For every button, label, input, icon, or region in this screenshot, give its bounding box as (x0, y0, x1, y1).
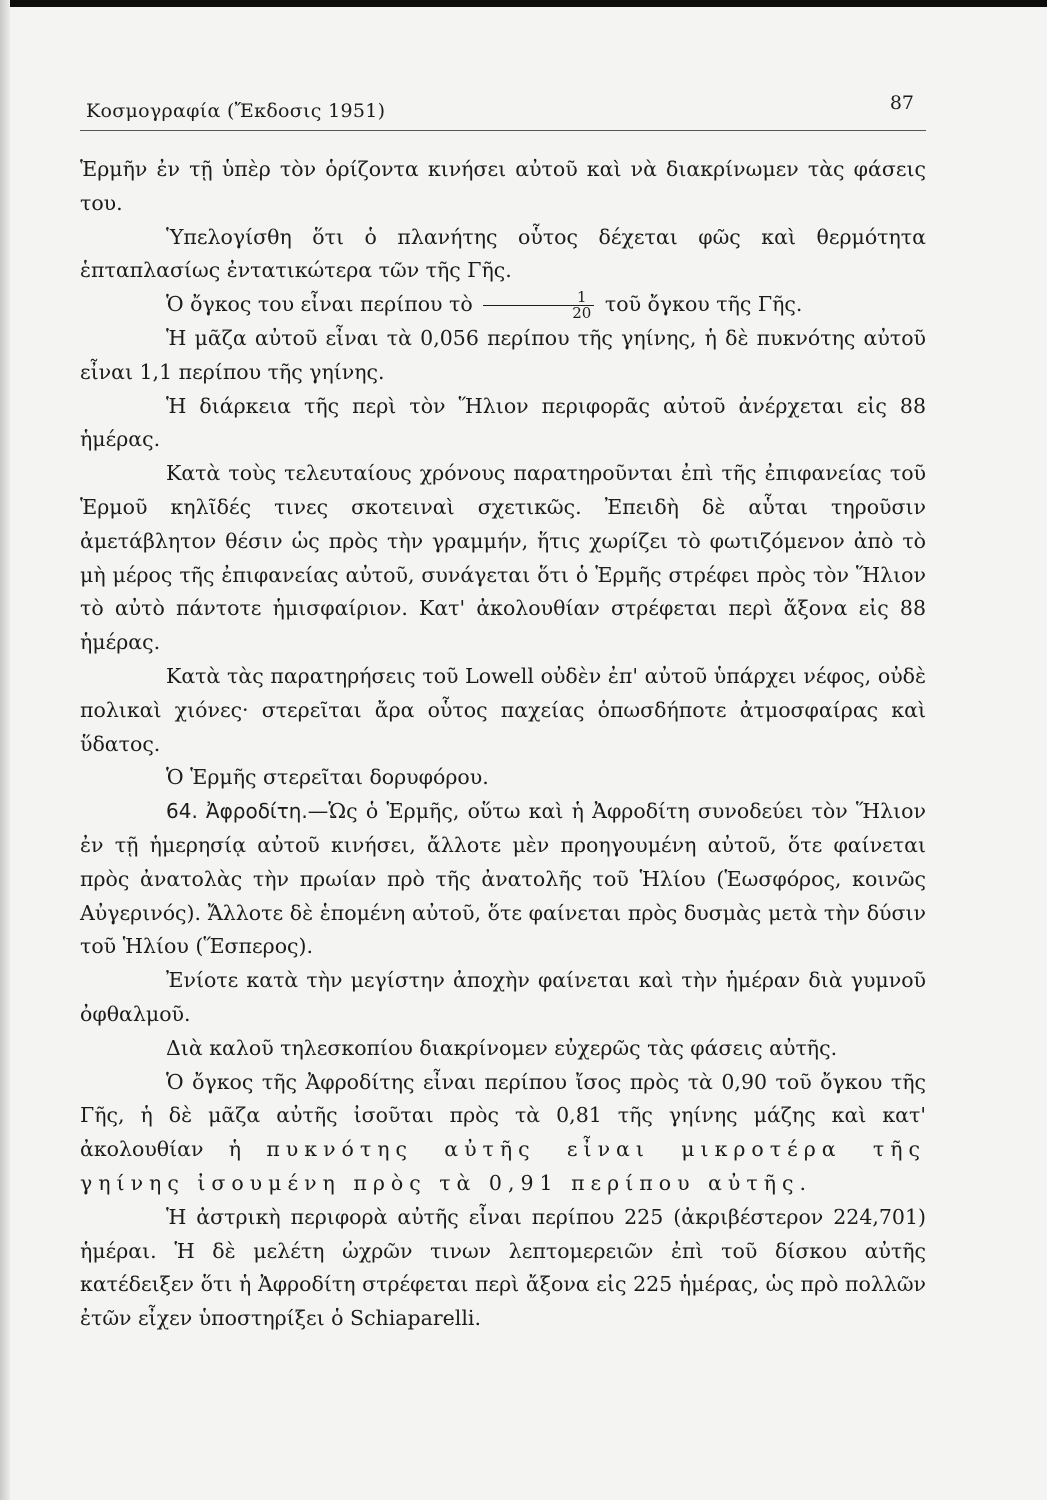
venus-text: —Ὡς ὁ Ἑρμῆς, οὕτω καὶ ἡ Ἀφροδίτη συνοδεύει τὸν Ἥλιον ἐν τῇ ἡμερησίᾳ αὐτοῦ κινήσει, ἄλλοτε μὲν προηγουμένη αὐτοῦ, ὅτε φαίνεται πρὸς ἀνατολὰς τὴν πρωίαν πρὸ τῆς ἀνατολῆς τοῦ Ἡλίου (Ἑωσφόρος, κοινῶς Αὐγερινός). Ἄλλοτε δὲ ἑπομένη αὐτοῦ, ὅτε φαίνεται πρὸς δυσμὰς μετὰ τὴν δύσιν τοῦ Ἡλίου (Ἕσπερος). (80, 799, 926, 959)
paragraph-heat: Ὑπελογίσθη ὅτι ὁ πλανήτης οὗτος δέχεται φῶς καὶ θερμότητα ἑπταπλασίως ἐντατικώτερα τῶν τῆς Γῆς. (80, 224, 926, 283)
paragraph-volume (80, 288, 926, 322)
book-page (80, 90, 926, 1336)
page-header (80, 90, 926, 131)
running-head: Κοσμογραφία (Ἔκδοσις 1951) (86, 100, 386, 122)
fraction-one-twentieth (483, 290, 594, 321)
page-number: 87 (889, 92, 914, 114)
volume-text-before: Ὁ ὄγκος του εἶναι περίπου τὸ (166, 292, 473, 317)
paragraph-rotation: Ἡ ἀστρικὴ περιφορὰ αὐτῆς εἶναι περίπου 225 (ἀκριβέστερον 224,701) ἡμέραι. Ἡ δὲ μελέτη ὠχρῶν τινων λεπτομερειῶν ἐπὶ τοῦ δίσκου αὐτῆς κατέδειξεν ὅτι ἡ Ἀφροδίτη στρέφεται περὶ ἄξονα εἰς 225 ἡμέρας, ὡς πρὸ πολλῶν ἐτῶν εἶχεν ὑποστηρίξει ὁ Schiaparelli. (80, 1204, 926, 1331)
paragraph-continuation: Ἑρμῆν ἐν τῇ ὑπὲρ τὸν ὁρίζοντα κινήσει αὐτοῦ καὶ νὰ διακρίνωμεν τὰς φάσεις του. (80, 157, 926, 215)
paragraph-lowell: Κατὰ τὰς παρατηρήσεις τοῦ Lowell οὐδὲν ἐπ' αὐτοῦ ὑπάρχει νέφος, οὐδὲ πολικαὶ χιόνες· στερεῖται ἄρα οὗτος παχείας ὁπωσδήποτε ἀτμοσφαίρας καὶ ὕδατος. (80, 663, 926, 756)
scan-edge-left (0, 0, 10, 1500)
paragraph-orbit: Ἡ διάρκεια τῆς περὶ τὸν Ἥλιον περιφορᾶς αὐτοῦ ἀνέρχεται εἰς 88 ἡμέρας. (80, 393, 926, 452)
paragraph-visibility: Ἐνίοτε κατὰ τὴν μεγίστην ἀποχὴν φαίνεται καὶ τὴν ἡμέραν διὰ γυμνοῦ ὀφθαλμοῦ. (80, 968, 926, 1026)
page-body (80, 153, 926, 1336)
venus-density-spaced: πυκνότης αὐτῆς εἶναι μικροτέρα τῆς γηίνης ἰσουμένη πρὸς τὰ 0,91 περίπου αὐτῆς. (80, 1137, 926, 1195)
section-heading-venus: 64. Ἀφροδίτη. (166, 799, 308, 824)
venus-volume-text: Ὁ ὄγκος τῆς Ἀφροδίτης εἶναι περίπου ἴσος πρὸς τὰ 0,90 τοῦ ὄγκου τῆς Γῆς, ἡ δὲ μᾶζα αὐτῆς ἰσοῦται πρὸς τὰ 0,81 τῆς γηίνης μάζης καὶ κατ' ἀκολουθίαν ἡ (80, 1069, 926, 1162)
paragraph-satellite: Ὁ Ἑρμῆς στερεῖται δορυφόρου. (166, 765, 489, 790)
paragraph-venus (80, 795, 926, 964)
paragraph-spots: Κατὰ τοὺς τελευταίους χρόνους παρατηροῦνται ἐπὶ τῆς ἐπιφανείας τοῦ Ἑρμοῦ κηλῖδές τινες σκοτειναὶ σχετικῶς. Ἐπειδὴ δὲ αὗται τηροῦσιν ἀμετάβλητον θέσιν ὡς πρὸς τὴν γραμμήν, ἥτις χωρίζει τὸ φωτιζόμενον ἀπὸ τὸ μὴ μέρος τῆς ἐπιφανείας αὐτοῦ, συνάγεται ὅτι ὁ Ἑρμῆς στρέφει πρὸς τὸν Ἥλιον τὸ αὐτὸ πάντοτε ἡμισφαίριον. Κατ' ἀκολουθίαν στρέφεται περὶ ἄξονα εἰς 88 ἡμέρας. (80, 461, 926, 655)
scan-edge-top (0, 0, 1047, 7)
paragraph-venus-volume (80, 1066, 926, 1201)
fraction-numerator: 1 (483, 290, 594, 306)
volume-text-after: τοῦ ὄγκου τῆς Γῆς. (604, 292, 803, 317)
fraction-denominator: 20 (572, 304, 592, 323)
paragraph-phases: Διὰ καλοῦ τηλεσκοπίου διακρίνομεν εὐχερῶς τὰς φάσεις αὐτῆς. (166, 1035, 838, 1060)
paragraph-mass: Ἡ μᾶζα αὐτοῦ εἶναι τὰ 0,056 περίπου τῆς γηίνης, ἡ δὲ πυκνότης αὐτοῦ εἶναι 1,1 περίπου τῆς γηίνης. (80, 325, 926, 384)
